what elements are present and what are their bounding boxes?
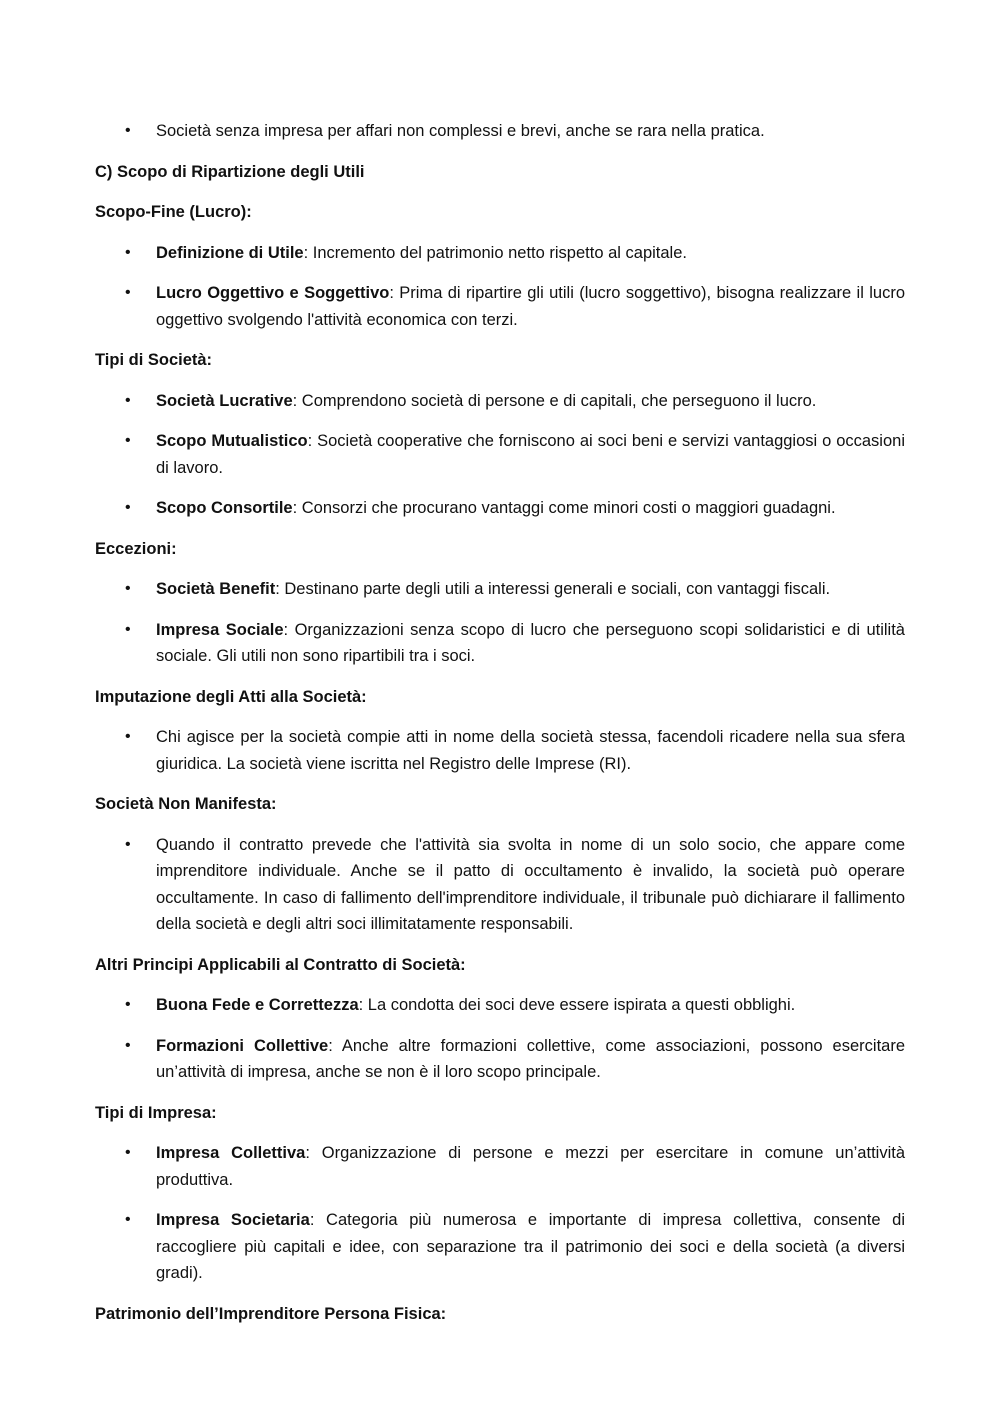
bullet-dot-icon: • xyxy=(125,728,131,745)
bullet-dot-icon: • xyxy=(125,620,131,638)
bullet-dot-icon: • xyxy=(125,580,131,597)
bullet-term: Società Benefit xyxy=(156,580,276,598)
bullet-dot-icon: • xyxy=(125,996,131,1013)
bullet-term: Lucro Oggettivo e Soggettivo xyxy=(156,284,390,302)
bullet-dot-icon: • xyxy=(125,284,131,301)
bullet-item xyxy=(95,617,905,670)
bullet-item xyxy=(95,280,905,333)
bullet-text: : Società cooperative che forniscono ai soci beni e servizi vantaggiosi o occasioni di lavoro. xyxy=(156,432,905,477)
bullet-text: Quando il contratto prevede che l'attività sia svolta in nome di un solo socio, che appare come imprenditore individuale. Anche se il patto di occultamento è invalido, la società può operare occultamente. In caso di fallimento dell'imprenditore individuale, il tribunale può dichiarare il fallimento della società e degli altri soci illimitatamente responsabili. xyxy=(156,835,905,933)
bullet-item xyxy=(95,495,905,522)
bullet-dot-icon: • xyxy=(125,1144,131,1161)
bullet-text: : La condotta dei soci deve essere ispirata a questi obblighi. xyxy=(358,996,796,1014)
bullet-term: Formazioni Collettive xyxy=(156,1036,329,1055)
bullet-item xyxy=(95,388,905,415)
section-heading: Tipi di Impresa: xyxy=(95,1103,217,1122)
bullet-dot-icon: • xyxy=(125,1211,131,1228)
bullet-dot-icon: • xyxy=(125,499,131,516)
bullet-term: Società Lucrative xyxy=(156,391,293,410)
bullet-item xyxy=(95,576,905,603)
bullet-text: Società senza impresa per affari non complessi e brevi, anche se rara nella pratica. xyxy=(156,122,765,140)
bullet-text: : Anche altre formazioni collettive, come associazioni, possono esercitare un’attività di impresa, anche se non è il loro scopo principale. xyxy=(156,1036,905,1081)
document-body xyxy=(95,118,905,1341)
bullet-dot-icon: • xyxy=(125,835,131,853)
bullet-item xyxy=(95,992,905,1019)
bullet-text: : Incremento del patrimonio netto rispetto al capitale. xyxy=(303,243,687,262)
bullet-term: Definizione di Utile xyxy=(156,243,304,262)
bullet-item xyxy=(95,1140,905,1193)
section-heading: Altri Principi Applicabili al Contratto di Società: xyxy=(95,955,466,974)
bullet-dot-icon: • xyxy=(125,391,131,409)
bullet-item xyxy=(95,1033,905,1086)
bullet-term: Buona Fede e Correttezza xyxy=(156,996,359,1014)
section-heading: Società Non Manifesta: xyxy=(95,795,277,813)
bullet-term: Scopo Mutualistico xyxy=(156,432,308,450)
bullet-item xyxy=(95,724,905,777)
bullet-item xyxy=(95,240,905,267)
bullet-dot-icon: • xyxy=(125,122,131,139)
section-heading: Tipi di Società: xyxy=(95,351,213,369)
bullet-dot-icon: • xyxy=(125,243,131,261)
bullet-text: Chi agisce per la società compie atti in nome della società stessa, facendoli ricadere nella sua sfera giuridica. La società viene iscritta nel Registro delle Imprese (RI). xyxy=(156,728,905,773)
bullet-term: Scopo Consortile xyxy=(156,499,293,517)
bullet-term: Impresa Sociale xyxy=(156,620,284,639)
bullet-text: : Consorzi che procurano vantaggi come minori costi o maggiori guadagni. xyxy=(292,499,836,517)
section-heading: Imputazione degli Atti alla Società: xyxy=(95,687,367,706)
bullet-text: : Organizzazione di persone e mezzi per esercitare in comune un’attività produttiva. xyxy=(156,1144,905,1189)
bullet-text: : Categoria più numerosa e importante di impresa collettiva, consente di raccogliere più capitali e idee, con separazione tra il patrimonio dei soci e della società (a diversi gradi). xyxy=(156,1211,906,1282)
section-heading: C) Scopo di Ripartizione degli Utili xyxy=(95,162,365,181)
bullet-term: Impresa Societaria xyxy=(156,1211,310,1229)
bullet-item xyxy=(95,1207,905,1287)
section-heading: Eccezioni: xyxy=(95,539,177,558)
bullet-term: Impresa Collettiva xyxy=(156,1144,306,1162)
bullet-text: : Prima di ripartire gli utili (lucro soggettivo), bisogna realizzare il lucro oggettivo svolgendo l'attività economica con terzi. xyxy=(156,284,905,329)
bullet-item xyxy=(95,428,905,481)
bullet-dot-icon: • xyxy=(125,432,131,449)
section-heading: Patrimonio dell’Imprenditore Persona Fisica: xyxy=(95,1304,447,1323)
bullet-dot-icon: • xyxy=(125,1036,131,1054)
bullet-text: : Comprendono società di persone e di capitali, che perseguono il lucro. xyxy=(292,391,817,410)
bullet-item xyxy=(95,832,905,938)
bullet-text: : Destinano parte degli utili a interessi generali e sociali, con vantaggi fiscali. xyxy=(275,580,831,598)
bullet-text: : Organizzazioni senza scopo di lucro che perseguono scopi solidaristici e di utilità sociale. Gli utili non sono ripartibili tra i soci. xyxy=(156,620,905,665)
bullet-item xyxy=(95,118,905,145)
section-heading: Scopo-Fine (Lucro): xyxy=(95,203,252,221)
